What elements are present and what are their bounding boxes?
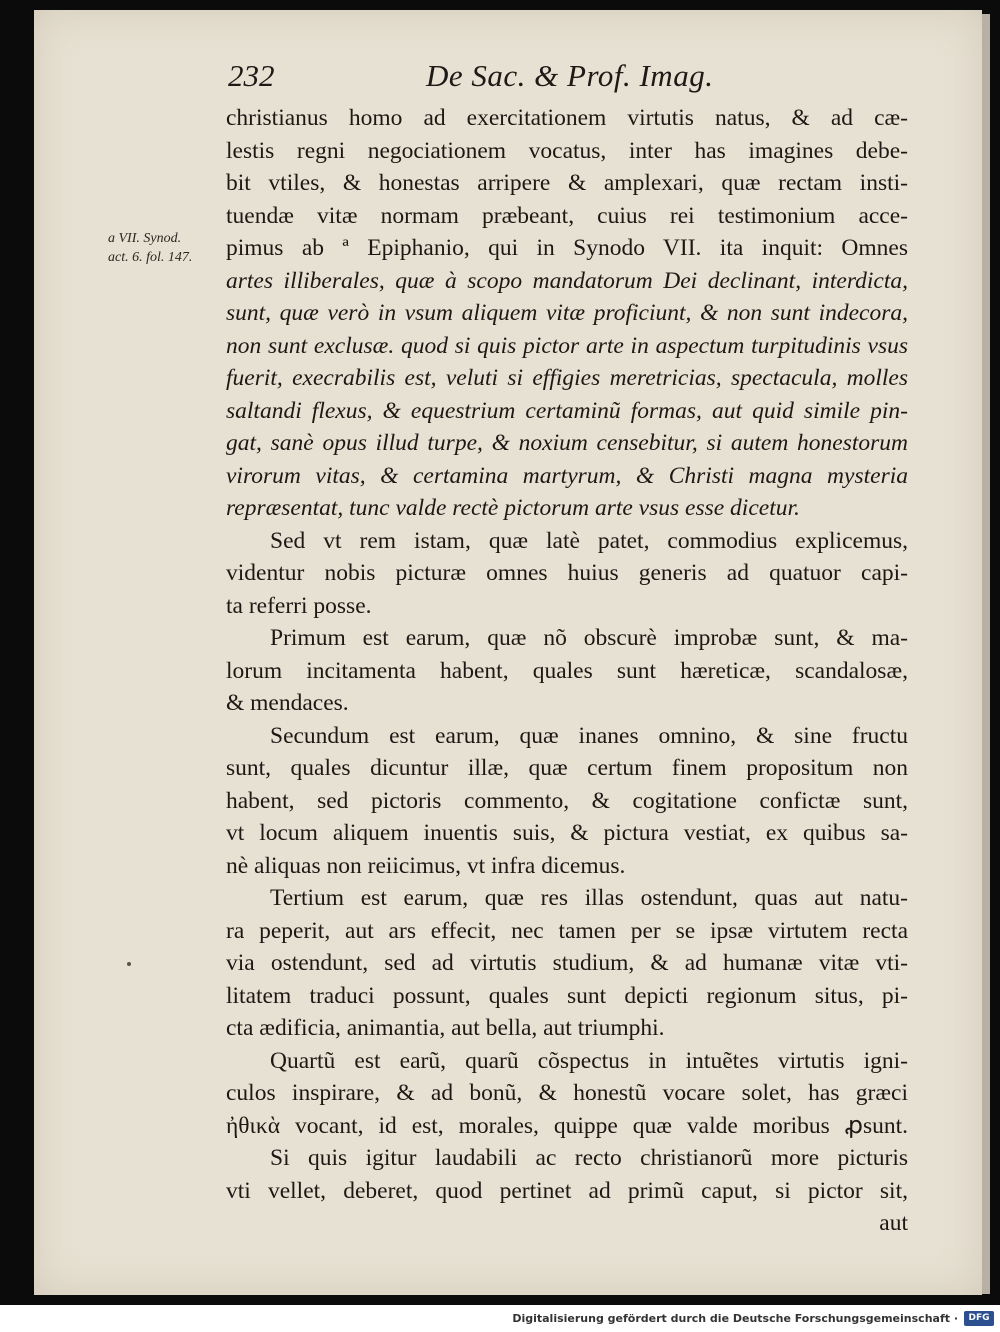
text-line: vti vellet, deberet, quod pertinet ad primũ caput, si pictor sit, [226, 1177, 908, 1204]
running-head [228, 58, 918, 98]
text-line: cta ædificia, animantia, aut bella, aut triumphi. [226, 1015, 665, 1041]
quote-line: sunt, quæ verò in vsum aliquem vitæ proficiunt, & non sunt indecora, [226, 300, 908, 326]
text-line: sunt, quales dicuntur illæ, quæ certum finem propositum non [226, 755, 908, 781]
text-line: ta referri posse. [226, 592, 372, 619]
text-line: & mendaces. [226, 690, 349, 716]
footer-credit: Digitalisierung gefördert durch die Deutsche Forschungsgemeinschaft · [512, 1312, 958, 1325]
text-line: tuendæ vitæ normam præbeant, cuius rei testimonium acce- [226, 202, 908, 229]
text-line: lestis regni negociationem vocatus, inter has imagines debe- [226, 137, 908, 164]
catchword: aut [879, 1210, 908, 1236]
text-line: bit vtiles, & honestas arripere & amplexari, quæ rectam insti- [226, 170, 908, 196]
text-line: lorum incitamenta habent, quales sunt hæreticæ, scandalosæ, [226, 657, 908, 684]
text-line: videntur nobis picturæ omnes huius generis ad quatuor capi- [226, 560, 908, 586]
footer-bar [0, 1305, 1000, 1332]
dfg-logo-icon: DFG [964, 1311, 994, 1326]
text-line: Tertium est earum, quæ res illas ostendunt, quas aut natu- [270, 885, 908, 911]
quote-line: gat, sanè opus illud turpe, & noxium censebitur, si autem honestorum [226, 430, 908, 456]
quote-line: saltandi flexus, & equestrium certaminũ formas, aut quid simile pin- [226, 397, 908, 424]
text-line: nè aliquas non reiicimus, vt infra dicemus. [226, 852, 626, 879]
margin-note-line: act. 6. fol. 147. [108, 250, 193, 265]
quote-line: fuerit, execrabilis est, veluti si effigies meretricias, spectacula, molles [226, 365, 908, 391]
quote-line: artes illiberales, quæ à scopo mandatorum Dei declinant, interdicta, [226, 267, 908, 294]
page-number: 232 [228, 58, 275, 93]
running-title: De Sac. & Prof. Imag. [426, 58, 714, 93]
body-text [226, 102, 908, 1240]
text-line: Primum est earum, quæ nõ obscurè improbæ sunt, & ma- [270, 625, 908, 651]
ink-speck [127, 962, 131, 966]
text-line: litatem traduci possunt, quales sunt depicti regionum situs, pi- [226, 982, 908, 1009]
text-line: ra peperit, aut ars effecit, nec tamen per se ipsæ virtutem recta [226, 917, 908, 944]
page-edge [982, 14, 990, 1294]
text-line: Quartũ est earũ, quarũ cõspectus in intuẽtes virtutis igni- [270, 1047, 908, 1074]
text-line: Si quis igitur laudabili ac recto christianorũ more picturis [270, 1145, 908, 1171]
margin-note-line: a VII. Synod. [108, 231, 182, 246]
quote-line: repræsentat, tunc valde rectè pictorum arte vsus esse dicetur. [226, 495, 800, 521]
text-line: vt locum aliquem inuentis suis, & pictura vestiat, ex quibus sa- [226, 820, 908, 846]
quote-line: non sunt exclusæ. quod si quis pictor arte in aspectum turpitudinis vsus [226, 332, 908, 359]
text-line: christianus homo ad exercitationem virtutis natus, & ad cæ- [226, 105, 908, 131]
text-line: pimus ab ª Epiphanio, qui in Synodo VII. ita inquit: Omnes [226, 235, 908, 261]
text-line: Secundum est earum, quæ inanes omnino, & sine fructu [270, 722, 908, 749]
quote-line: virorum vitas, & certamina martyrum, & Christi magna mysteria [226, 462, 908, 489]
text-line: via ostendunt, sed ad virtutis studium, & ad humanæ vitæ vti- [226, 950, 908, 976]
text-line: ἠθικὰ vocant, id est, morales, quippe quæ valde moribus ꝓsunt. [226, 1112, 908, 1139]
text-line: habent, sed pictoris commento, & cogitatione confictæ sunt, [226, 787, 908, 814]
margin-note [108, 229, 220, 267]
text-line: culos inspirare, & ad bonũ, & honestũ vocare solet, has græci [226, 1080, 908, 1106]
text-line: Sed vt rem istam, quæ latè patet, commodius explicemus, [270, 527, 908, 554]
